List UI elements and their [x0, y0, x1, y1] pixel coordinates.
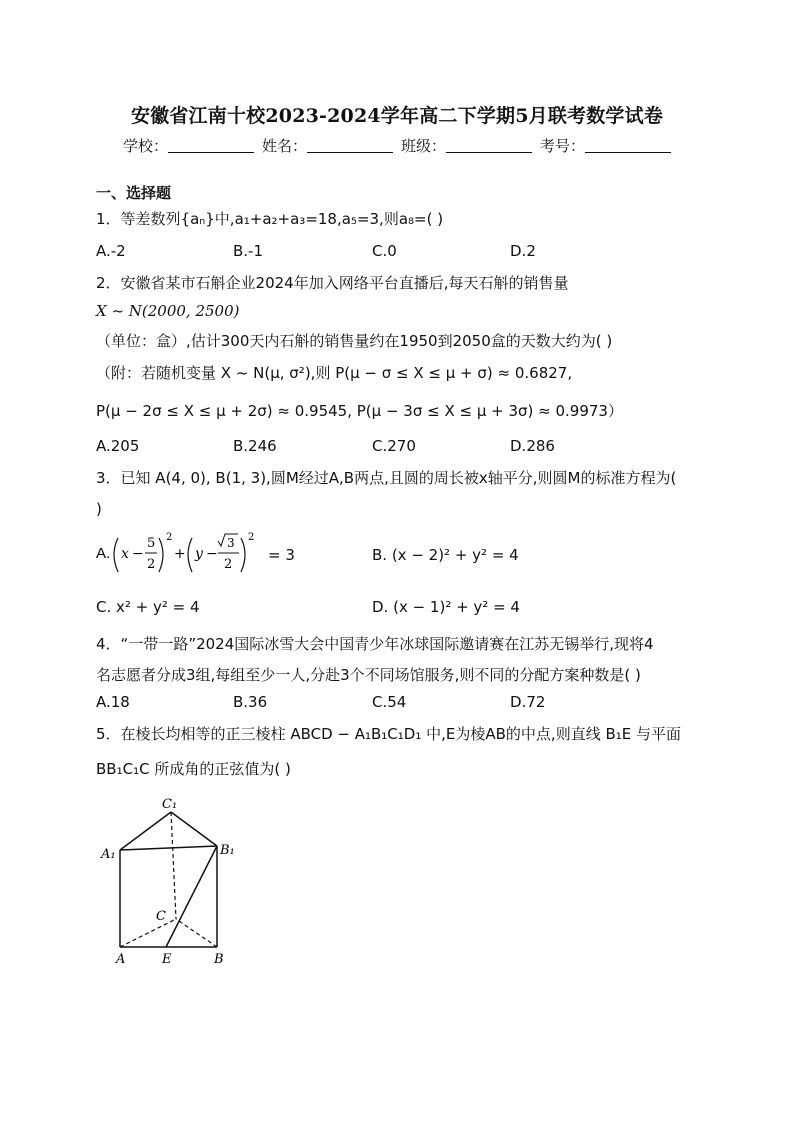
q3-option-b: B. (x − 2)² + y² = 4	[372, 546, 519, 564]
svg-text:2: 2	[224, 557, 233, 572]
label-b1: B₁	[220, 843, 235, 858]
prism-figure	[96, 792, 256, 976]
exam-number-label: 考号：	[540, 137, 586, 155]
label-c1: C₁	[162, 797, 178, 812]
student-info-line	[0, 135, 794, 156]
question-2-note-line2: P(μ − 2σ ≤ X ≤ μ + 2σ) ≈ 0.9545, P(μ − 3σ ≤ X ≤ μ + 3σ) ≈ 0.9973）	[96, 402, 623, 420]
exam-title: 安徽省江南十校2023-2024学年高二下学期5月联考数学试卷	[130, 105, 664, 127]
question-2-note-line1: （附：若随机变量 X ~ N(μ, σ²),则 P(μ − σ ≤ X ≤ μ + σ) ≈ 0.6827,	[96, 364, 573, 382]
q4-option-a: A.18	[96, 693, 130, 711]
q3-option-a	[96, 528, 266, 578]
question-2-distribution: X ~ N(2000, 2500)	[96, 302, 240, 320]
q2-option-c: C.270	[372, 437, 416, 455]
q2-option-a: A.205	[96, 437, 140, 455]
svg-text:−: −	[132, 546, 144, 562]
question-2-stem-line3: （单位：盒）,估计300天内石斛的销售量约在1950到2050盒的天数大约为( )	[96, 332, 613, 350]
q4-option-b: B.36	[233, 693, 268, 711]
svg-text:+: +	[174, 546, 186, 562]
class-blank[interactable]	[446, 139, 532, 153]
svg-text:−: −	[206, 546, 218, 562]
question-5-stem-line1: 5．在棱长均相等的正三棱柱 ABCD − A₁B₁C₁D₁ 中,E为棱AB的中点,则直线 B₁E 与平面	[96, 725, 682, 743]
q4-option-c: C.54	[372, 693, 407, 711]
q1-option-c: C.0	[372, 242, 397, 260]
name-blank[interactable]	[307, 139, 393, 153]
svg-text:2: 2	[147, 557, 156, 572]
question-4-stem-line1: 4．“一带一路”2024国际冰雪大会中国青少年冰球国际邀请赛在江苏无锡举行,现将4	[96, 635, 654, 653]
svg-text:x: x	[121, 546, 129, 562]
question-3-stem-line2: )	[96, 500, 102, 518]
question-4-stem-line2: 名志愿者分成3组,每组至少一人,分赴3个不同场馆服务,则不同的分配方案种数是( )	[96, 666, 641, 684]
label-e: E	[162, 952, 172, 967]
q3-option-a-formula	[96, 528, 266, 578]
svg-text:5: 5	[147, 536, 156, 551]
svg-text:y: y	[195, 546, 203, 562]
q1-option-b: B.-1	[233, 242, 264, 260]
svg-text:2: 2	[248, 532, 255, 543]
q1-option-a: A.-2	[96, 242, 126, 260]
q3-option-a-rhs: = 3	[268, 546, 295, 564]
label-c: C	[156, 909, 166, 924]
section-heading: 一、选择题	[96, 184, 172, 202]
school-label: 学校：	[122, 137, 168, 155]
q2-option-d: D.286	[510, 437, 555, 455]
svg-text:2: 2	[166, 532, 173, 543]
school-blank[interactable]	[168, 139, 254, 153]
prism-diagram	[96, 792, 256, 972]
class-label: 班级：	[401, 137, 447, 155]
question-3-stem-line1: 3．已知 A(4, 0), B(1, 3),圆M经过A,B两点,且圆的周长被x轴平分,则圆M的标准方程为(	[96, 469, 677, 487]
q2-option-b: B.246	[233, 437, 277, 455]
name-label: 姓名：	[261, 137, 307, 155]
label-a1: A₁	[101, 847, 116, 862]
q4-option-d: D.72	[510, 693, 546, 711]
label-b: B	[214, 952, 224, 967]
svg-text:3: 3	[227, 536, 235, 550]
question-5-stem-line2: BB₁C₁C 所成角的正弦值为( )	[96, 760, 291, 778]
q1-option-d: D.2	[510, 242, 536, 260]
q3-option-a-prefix: A.	[96, 545, 111, 562]
q3-option-c: C. x² + y² = 4	[96, 598, 200, 616]
question-1-stem: 1．等差数列{aₙ}中,a₁+a₂+a₃=18,a₅=3,则a₈=( )	[96, 210, 444, 228]
q3-option-d: D. (x − 1)² + y² = 4	[372, 598, 520, 616]
question-2-stem-line1: 2．安徽省某市石斛企业2024年加入网络平台直播后,每天石斛的销售量	[96, 274, 569, 292]
exam-number-blank[interactable]	[585, 139, 671, 153]
label-a: A	[116, 952, 126, 967]
